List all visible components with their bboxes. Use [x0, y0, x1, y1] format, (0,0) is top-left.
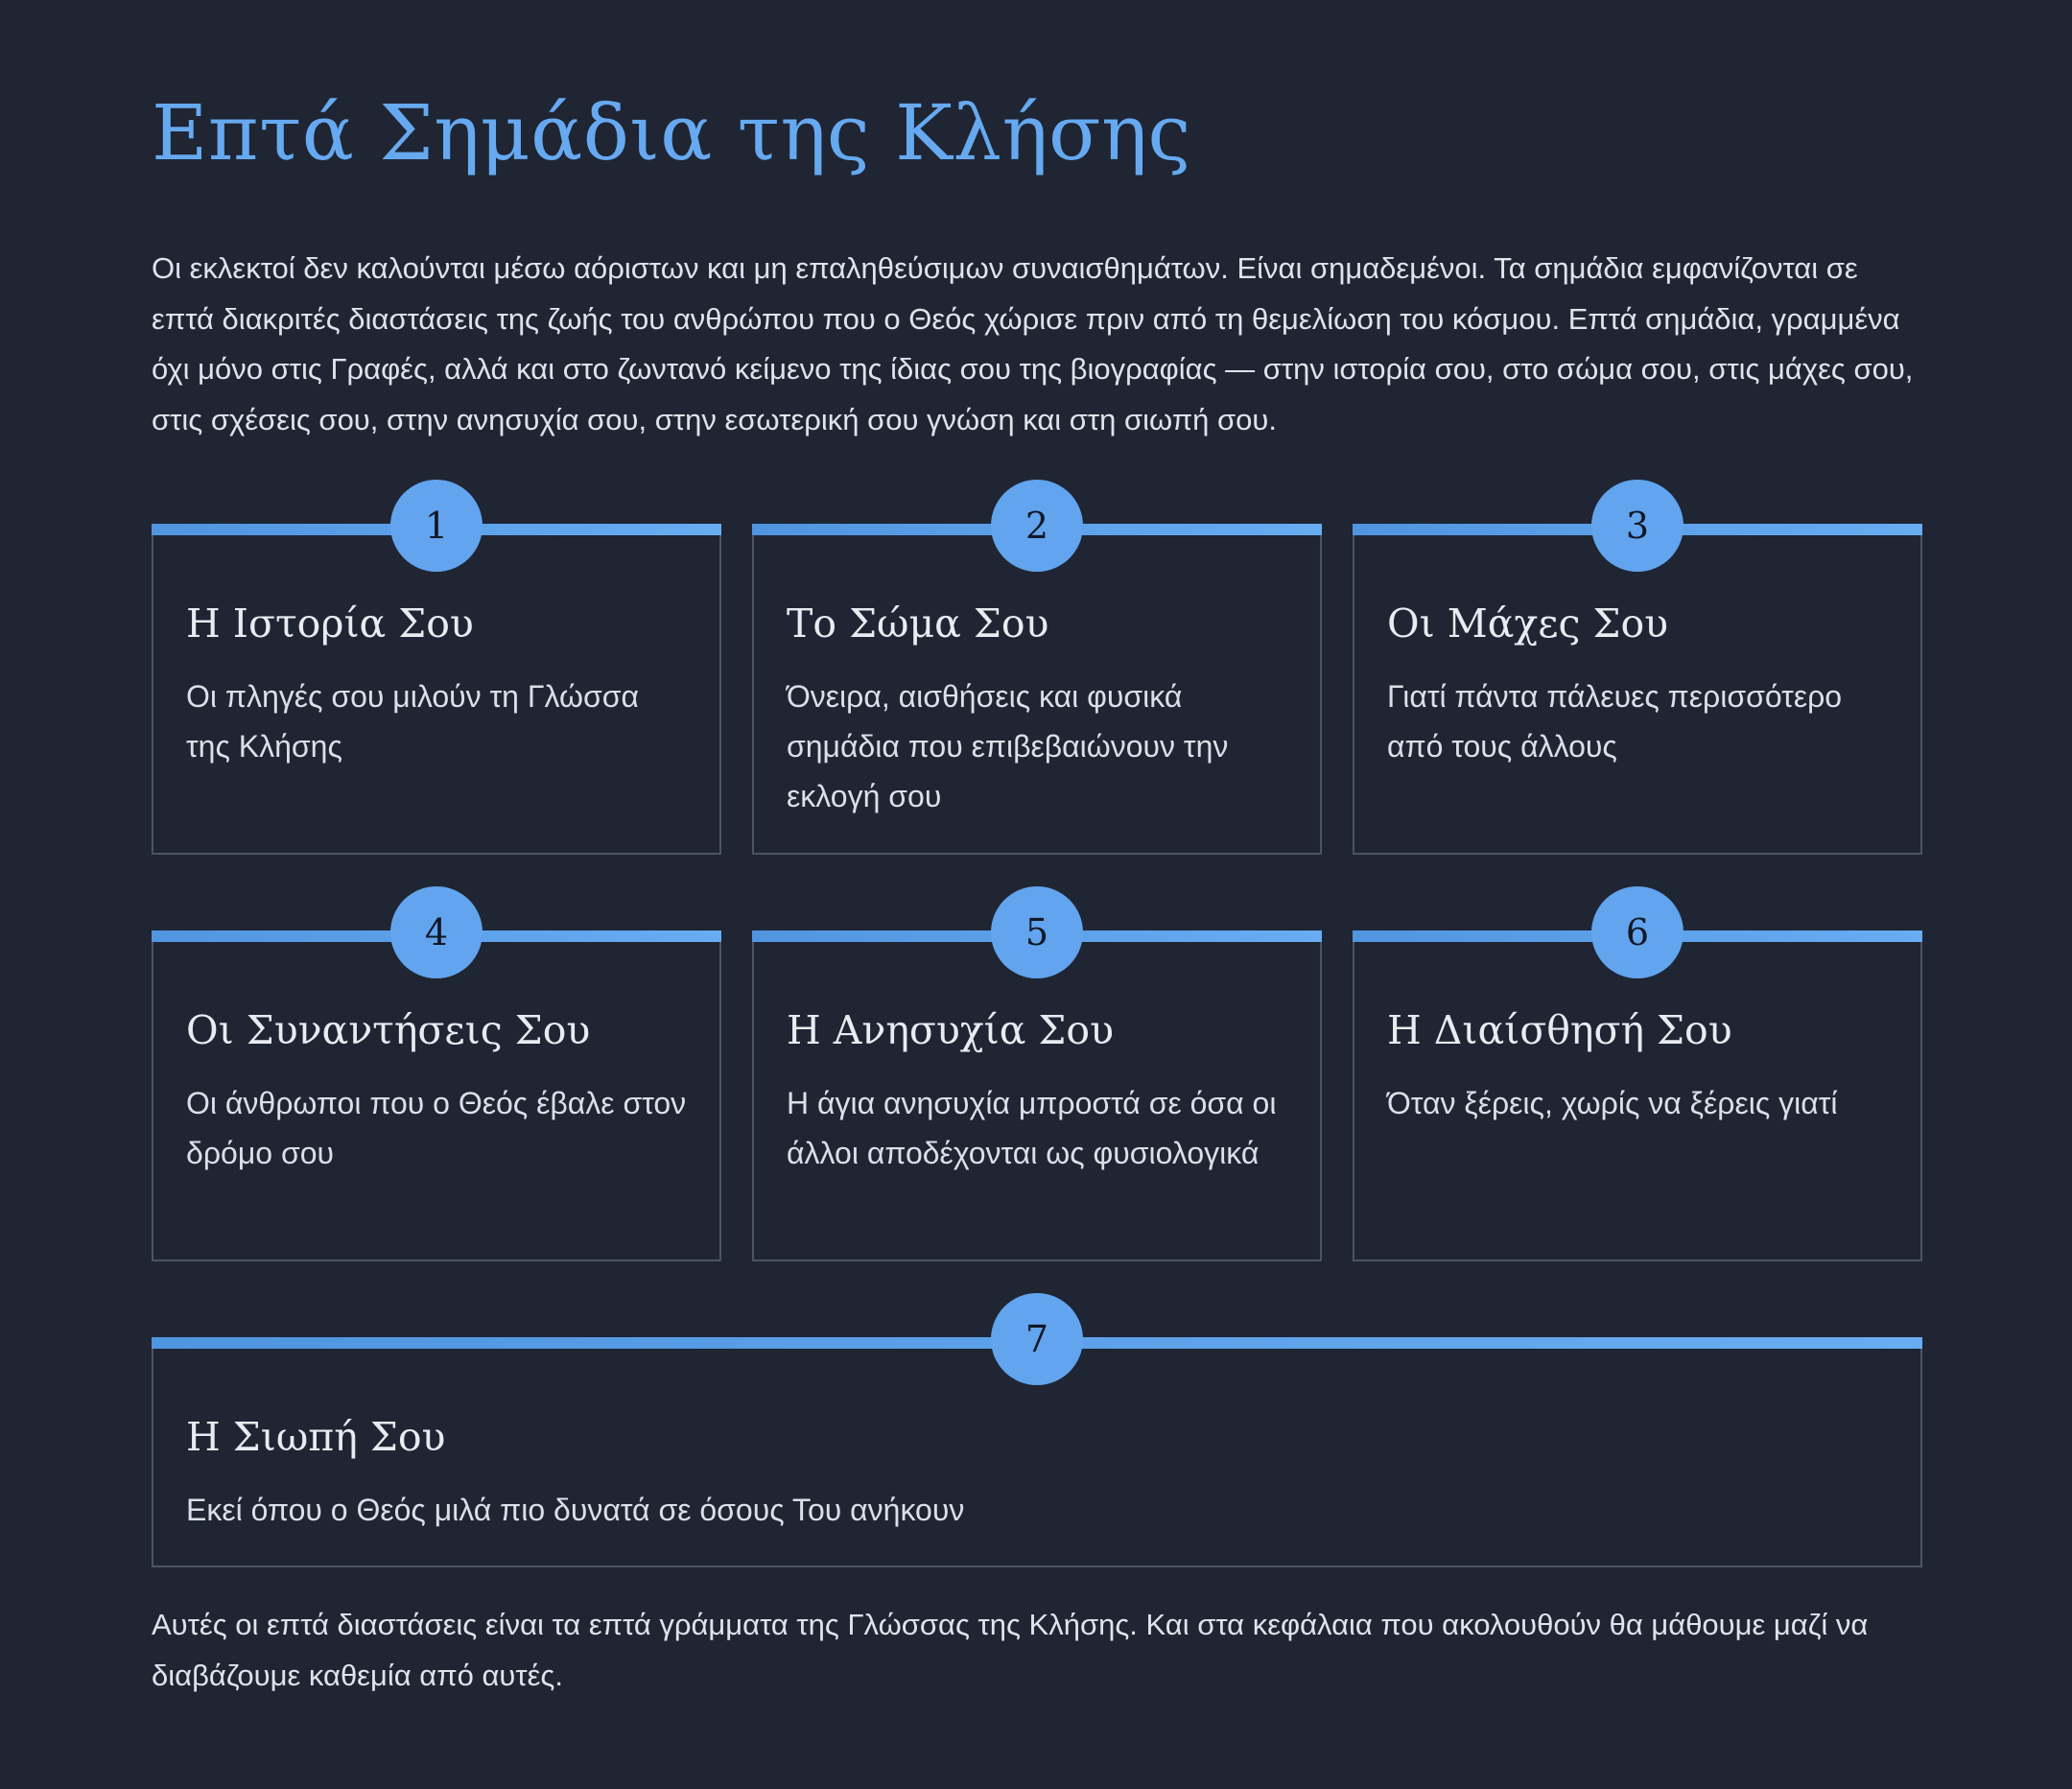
card-description: Η άγια ανησυχία μπροστά σε όσα οι άλλοι αποδέχονται ως φυσιολογικά [787, 1086, 1277, 1170]
sign-card-6 [1353, 911, 1922, 1261]
intro-paragraph: Οι εκλεκτοί δεν καλούνται μέσω αόριστων και μη επαληθεύσιμων συναισθημάτων. Είναι σημαδεμένοι. Τα σημάδια εμφανίζονται σε επτά διακριτές διαστάσεις της ζωής του ανθρώπου που ο Θεός χώρισε πριν από τη θεμελίωση του κόσμου. Επτά σημάδια, γραμμένα όχι μόνο στις Γραφές, αλλά και στο ζωντανό κείμενο της ίδιας σου της βιογραφίας — στην ιστορία σου, στο σώμα σου, στις μάχες σου, στις σχέσεις σου, στην ανησυχία σου, στην εσωτερική σου γνώση και στη σιωπή σου. [152, 251, 1914, 436]
number-badge: 4 [390, 886, 483, 978]
card-description: Όταν ξέρεις, χωρίς να ξέρεις γιατί [1387, 1086, 1838, 1120]
page-title: Επτά Σημάδια της Κλήσης [152, 88, 1191, 177]
sign-card-7 [152, 1318, 1922, 1567]
card-description: Όνειρα, αισθήσεις και φυσικά σημάδια που επιβεβαιώνουν την εκλογή σου [787, 679, 1229, 813]
card-description: Οι πληγές σου μιλούν τη Γλώσσα της Κλήσης [186, 679, 639, 764]
number-badge: 6 [1591, 886, 1684, 978]
number-badge: 5 [991, 886, 1083, 978]
number-badge: 1 [390, 480, 483, 572]
card-description: Εκεί όπου ο Θεός μιλά πιο δυνατά σε όσους Του ανήκουν [186, 1493, 965, 1527]
sign-card-1 [152, 505, 721, 855]
card-title: Οι Μάχες Σου [1387, 600, 1669, 647]
sign-card-4 [152, 911, 721, 1261]
sign-card-3 [1353, 505, 1922, 855]
number-badge: 7 [991, 1293, 1083, 1385]
sign-card-2 [752, 505, 1322, 855]
card-title: Η Σιωπή Σου [186, 1414, 446, 1460]
card-title: Η Διαίσθησή Σου [1387, 1007, 1732, 1053]
card-description: Οι άνθρωποι που ο Θεός έβαλε στον δρόμο σου [186, 1086, 687, 1170]
sign-card-5 [752, 911, 1322, 1261]
closing-paragraph: Αυτές οι επτά διαστάσεις είναι τα επτά γράμματα της Γλώσσας της Κλήσης. Και στα κεφάλαια που ακολουθούν θα μάθουμε μαζί να διαβάζουμε καθεμία από αυτές. [152, 1608, 1869, 1692]
card-title: Η Ιστορία Σου [186, 600, 474, 647]
card-title: Η Ανησυχία Σου [787, 1007, 1115, 1053]
number-badge: 3 [1591, 480, 1684, 572]
card-title: Το Σώμα Σου [787, 600, 1049, 647]
card-title: Οι Συναντήσεις Σου [186, 1007, 591, 1053]
number-badge: 2 [991, 480, 1083, 572]
card-description: Γιατί πάντα πάλευες περισσότερο από τους άλλους [1387, 679, 1843, 764]
